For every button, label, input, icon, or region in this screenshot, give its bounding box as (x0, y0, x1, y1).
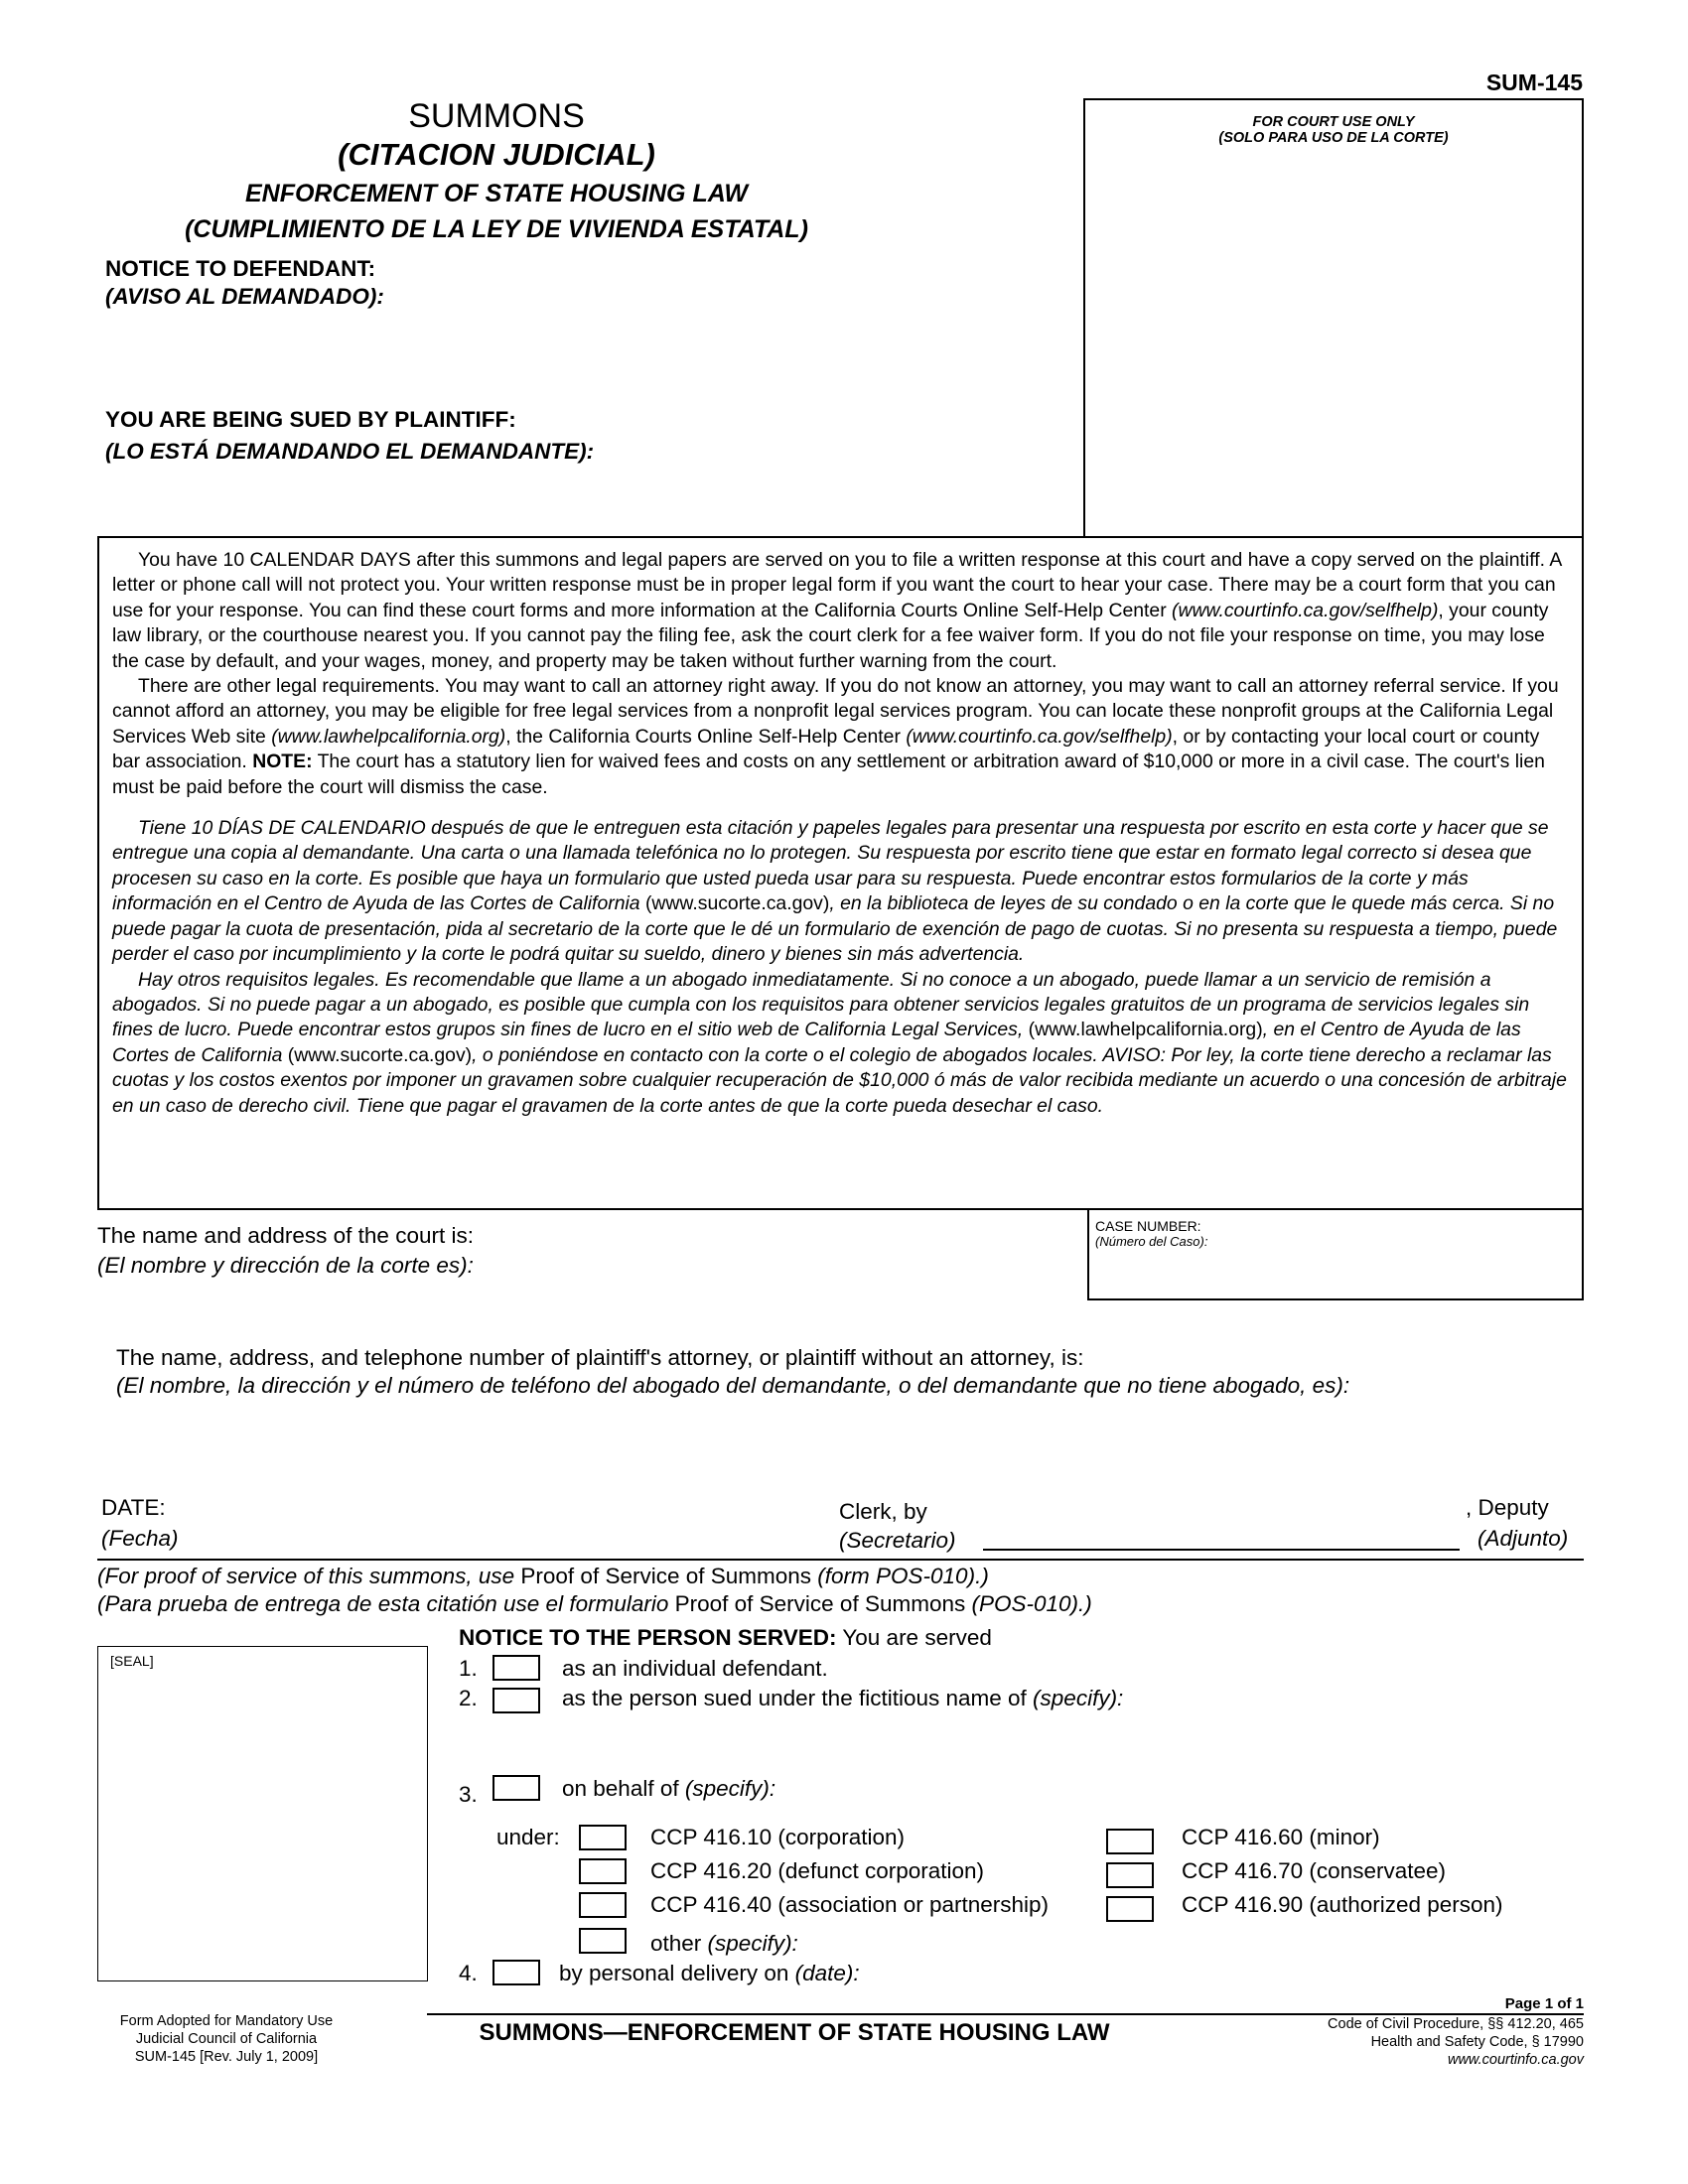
footer-right-3[interactable]: www.courtinfo.ca.gov (1447, 2052, 1584, 2068)
checkbox-on-behalf-of[interactable] (492, 1775, 540, 1801)
served-heading: NOTICE TO THE PERSON SERVED: You are served (459, 1625, 992, 1650)
notice-box (97, 536, 1584, 1210)
checkbox-ccp-416-70[interactable] (1106, 1862, 1154, 1888)
case-number-box[interactable] (1087, 1208, 1584, 1300)
divider (97, 1559, 1584, 1561)
ccp-416-70-label: CCP 416.70 (conservatee) (1182, 1858, 1446, 1883)
clerk-signature-line[interactable] (983, 1549, 1460, 1551)
attorney-label-es: (El nombre, la dirección y el número de teléfono del abogado del demandante, o del demandante que no tiene abogado, es): (116, 1373, 1350, 1398)
footer-left-3: SUM-145 [Rev. July 1, 2009] (134, 2049, 319, 2065)
item-1-label: as an individual defendant. (562, 1656, 828, 1681)
item-4-number: 4. (459, 1961, 478, 1985)
footer-rule (427, 2013, 1584, 2015)
clerk-label: Clerk, by (839, 1499, 927, 1524)
ccp-416-90-label: CCP 416.90 (authorized person) (1182, 1892, 1503, 1917)
checkbox-ccp-416-40[interactable] (579, 1892, 627, 1918)
seal-label: [SEAL] (110, 1653, 154, 1669)
page-title: SUMMONS (408, 97, 585, 135)
seal-box (97, 1646, 428, 1981)
other-label: other (specify): (650, 1931, 798, 1956)
notice-en-p1: You have 10 CALENDAR DAYS after this summons and legal papers are served on you to file a written response at this court and have a copy served on the plaintiff. A letter or phone call will not protect you. Your written response must be in proper legal form if you want the court to hear your case. There may be a court form that you can use for your response. You can find these court forms and more information at the California Courts Online Self-Help Center (www.courtinfo.ca.gov/selfhelp), your county law library, or the courthouse nearest you. If you cannot pay the filing fee, ask the court clerk for a fee waiver form. If you do not file your response on time, you may lose the case by default, and your wages, money, and property may be taken without further warning from the court. (112, 549, 1562, 672)
clerk-label-es: (Secretario) (839, 1528, 956, 1553)
item-3-number: 3. (459, 1782, 478, 1807)
footer-right-1: Code of Civil Procedure, §§ 412.20, 465 (1328, 2016, 1584, 2032)
case-number-label-es: (Número del Caso): (1095, 1234, 1208, 1249)
footer-left-1: Form Adopted for Mandatory Use (119, 2013, 334, 2029)
ccp-416-60-label: CCP 416.60 (minor) (1182, 1825, 1380, 1849)
under-label: under: (496, 1825, 560, 1849)
court-use-label-es: (SOLO PARA USO DE LA CORTE) (1218, 130, 1449, 146)
footer-title: SUMMONS—ENFORCEMENT OF STATE HOUSING LAW (479, 2019, 1110, 2046)
notice-es-p2: Hay otros requisitos legales. Es recomendable que llame a un abogado inmediatamente. Si no conoce a un abogado, puede llamar a un servicio de remisión a abogados. Si no puede pagar a un abogado, es posible que cumpla con los requisitos para obtener servicios legales gratuitos de un programa de servicios legales sin fines de lucro. Puede encontrar estos grupos sin fines de lucro en el sitio web de California Legal Services, (www.lawhelpcalifornia.org), en el Centro de Ayuda de las Cortes de California (www.sucorte.ca.gov), o poniéndose en contacto con la corte o el colegio de abogados locales. AVISO: Por ley, la corte tiene derecho a reclamar las cuotas y los costos exentos por imponer un gravamen sobre cualquier recuperación de $10,000 ó más de valor recibida mediante un acuerdo o una concesión de arbitraje en un caso de derecho civil. Tiene que pagar el gravamen de la corte antes de que la corte pueda desechar el caso. (112, 968, 1567, 1117)
plaintiff-label-es: (LO ESTÁ DEMANDANDO EL DEMANDANTE): (105, 439, 595, 464)
notice-en-p2: There are other legal requirements. You may want to call an attorney right away. If you do not know an attorney, you may want to call an attorney referral service. If you cannot afford an attorney, you may be eligible for free legal services from a nonprofit legal services program. You can locate these nonprofit groups at the California Legal Services Web site (www.lawhelpcalifornia.org), the California Courts Online Self-Help Center (www.courtinfo.ca.gov/selfhelp), or by contacting your local court or county bar association. NOTE: The court has a statutory lien for waived fees and costs on any settlement or arbitration award of $10,000 or more in a civil case. The court's lien must be paid before the court will dismiss the case. (112, 675, 1559, 798)
subtitle: ENFORCEMENT OF STATE HOUSING LAW (244, 180, 748, 207)
footer-right-2: Health and Safety Code, § 17990 (1370, 2034, 1584, 2050)
ccp-416-40-label: CCP 416.40 (association or partnership) (650, 1892, 1050, 1917)
court-use-label: FOR COURT USE ONLY (1252, 114, 1415, 130)
page-number: Page 1 of 1 (1504, 1995, 1584, 2012)
item-2-label: as the person sued under the fictitious name of (specify): (562, 1686, 1124, 1710)
checkbox-ccp-416-10[interactable] (579, 1825, 627, 1850)
checkbox-fictitious-name[interactable] (492, 1688, 540, 1713)
form-id: SUM-145 (1485, 69, 1583, 95)
deputy-label-es: (Adjunto) (1477, 1526, 1569, 1551)
date-label: DATE: (101, 1495, 166, 1520)
court-use-box[interactable] (1083, 98, 1584, 538)
checkbox-personal-delivery[interactable] (492, 1960, 540, 1985)
defendant-label-es: (AVISO AL DEMANDADO): (105, 284, 384, 309)
footer-left-2: Judicial Council of California (135, 2031, 318, 2047)
checkbox-ccp-416-90[interactable] (1106, 1896, 1154, 1922)
checkbox-ccp-416-20[interactable] (579, 1858, 627, 1884)
attorney-label: The name, address, and telephone number of plaintiff's attorney, or plaintiff without an attorney, is: (116, 1345, 1084, 1370)
deputy-label: , Deputy (1466, 1495, 1549, 1520)
date-label-es: (Fecha) (101, 1526, 179, 1551)
plaintiff-label: YOU ARE BEING SUED BY PLAINTIFF: (105, 407, 516, 432)
checkbox-other[interactable] (579, 1928, 627, 1954)
proof-of-service-es: (Para prueba de entrega de esta citatión use el formulario Proof of Service of Summons (POS-010).) (97, 1591, 1092, 1616)
proof-of-service: (For proof of service of this summons, use Proof of Service of Summons (form POS-010).) (97, 1564, 989, 1588)
defendant-label: NOTICE TO DEFENDANT: (105, 256, 376, 281)
item-3-label: on behalf of (specify): (562, 1776, 776, 1801)
item-2-number: 2. (459, 1686, 478, 1710)
ccp-416-20-label: CCP 416.20 (defunct corporation) (650, 1858, 985, 1883)
subtitle-es: (CUMPLIMIENTO DE LA LEY DE VIVIENDA ESTATAL) (185, 215, 808, 243)
checkbox-individual-defendant[interactable] (492, 1655, 540, 1681)
item-4-label: by personal delivery on (date): (559, 1961, 860, 1985)
item-1-number: 1. (459, 1656, 478, 1681)
page-title-es: (CITACION JUDICIAL) (338, 137, 655, 172)
court-label: The name and address of the court is: (97, 1223, 474, 1248)
notice-es-p1: Tiene 10 DÍAS DE CALENDARIO después de que le entreguen esta citación y papeles legales para presentar una respuesta por escrito en esta corte y hacer que se entregue una copia al demandante. Una carta o una llamada telefónica no lo protegen. Su respuesta por escrito tiene que estar en formato legal correcto si desea que procesen su caso en la corte. Es posible que haya un formulario que usted pueda usar para su respuesta. Puede encontrar estos formularios de la corte y más información en el Centro de Ayuda de las Cortes de California (www.sucorte.ca.gov), en la biblioteca de leyes de su condado o en la corte que le quede más cerca. Si no puede pagar la cuota de presentación, pida al secretario de la corte que le dé un formulario de exención de pago de cuotas. Si no presenta su respuesta a tiempo, puede perder el caso por incumplimiento y la corte le podrá quitar su sueldo, dinero y bienes sin más advertencia. (112, 817, 1558, 966)
case-number-label: CASE NUMBER: (1095, 1218, 1201, 1234)
ccp-416-10-label: CCP 416.10 (corporation) (650, 1825, 905, 1849)
court-label-es: (El nombre y dirección de la corte es): (97, 1253, 474, 1278)
checkbox-ccp-416-60[interactable] (1106, 1829, 1154, 1854)
